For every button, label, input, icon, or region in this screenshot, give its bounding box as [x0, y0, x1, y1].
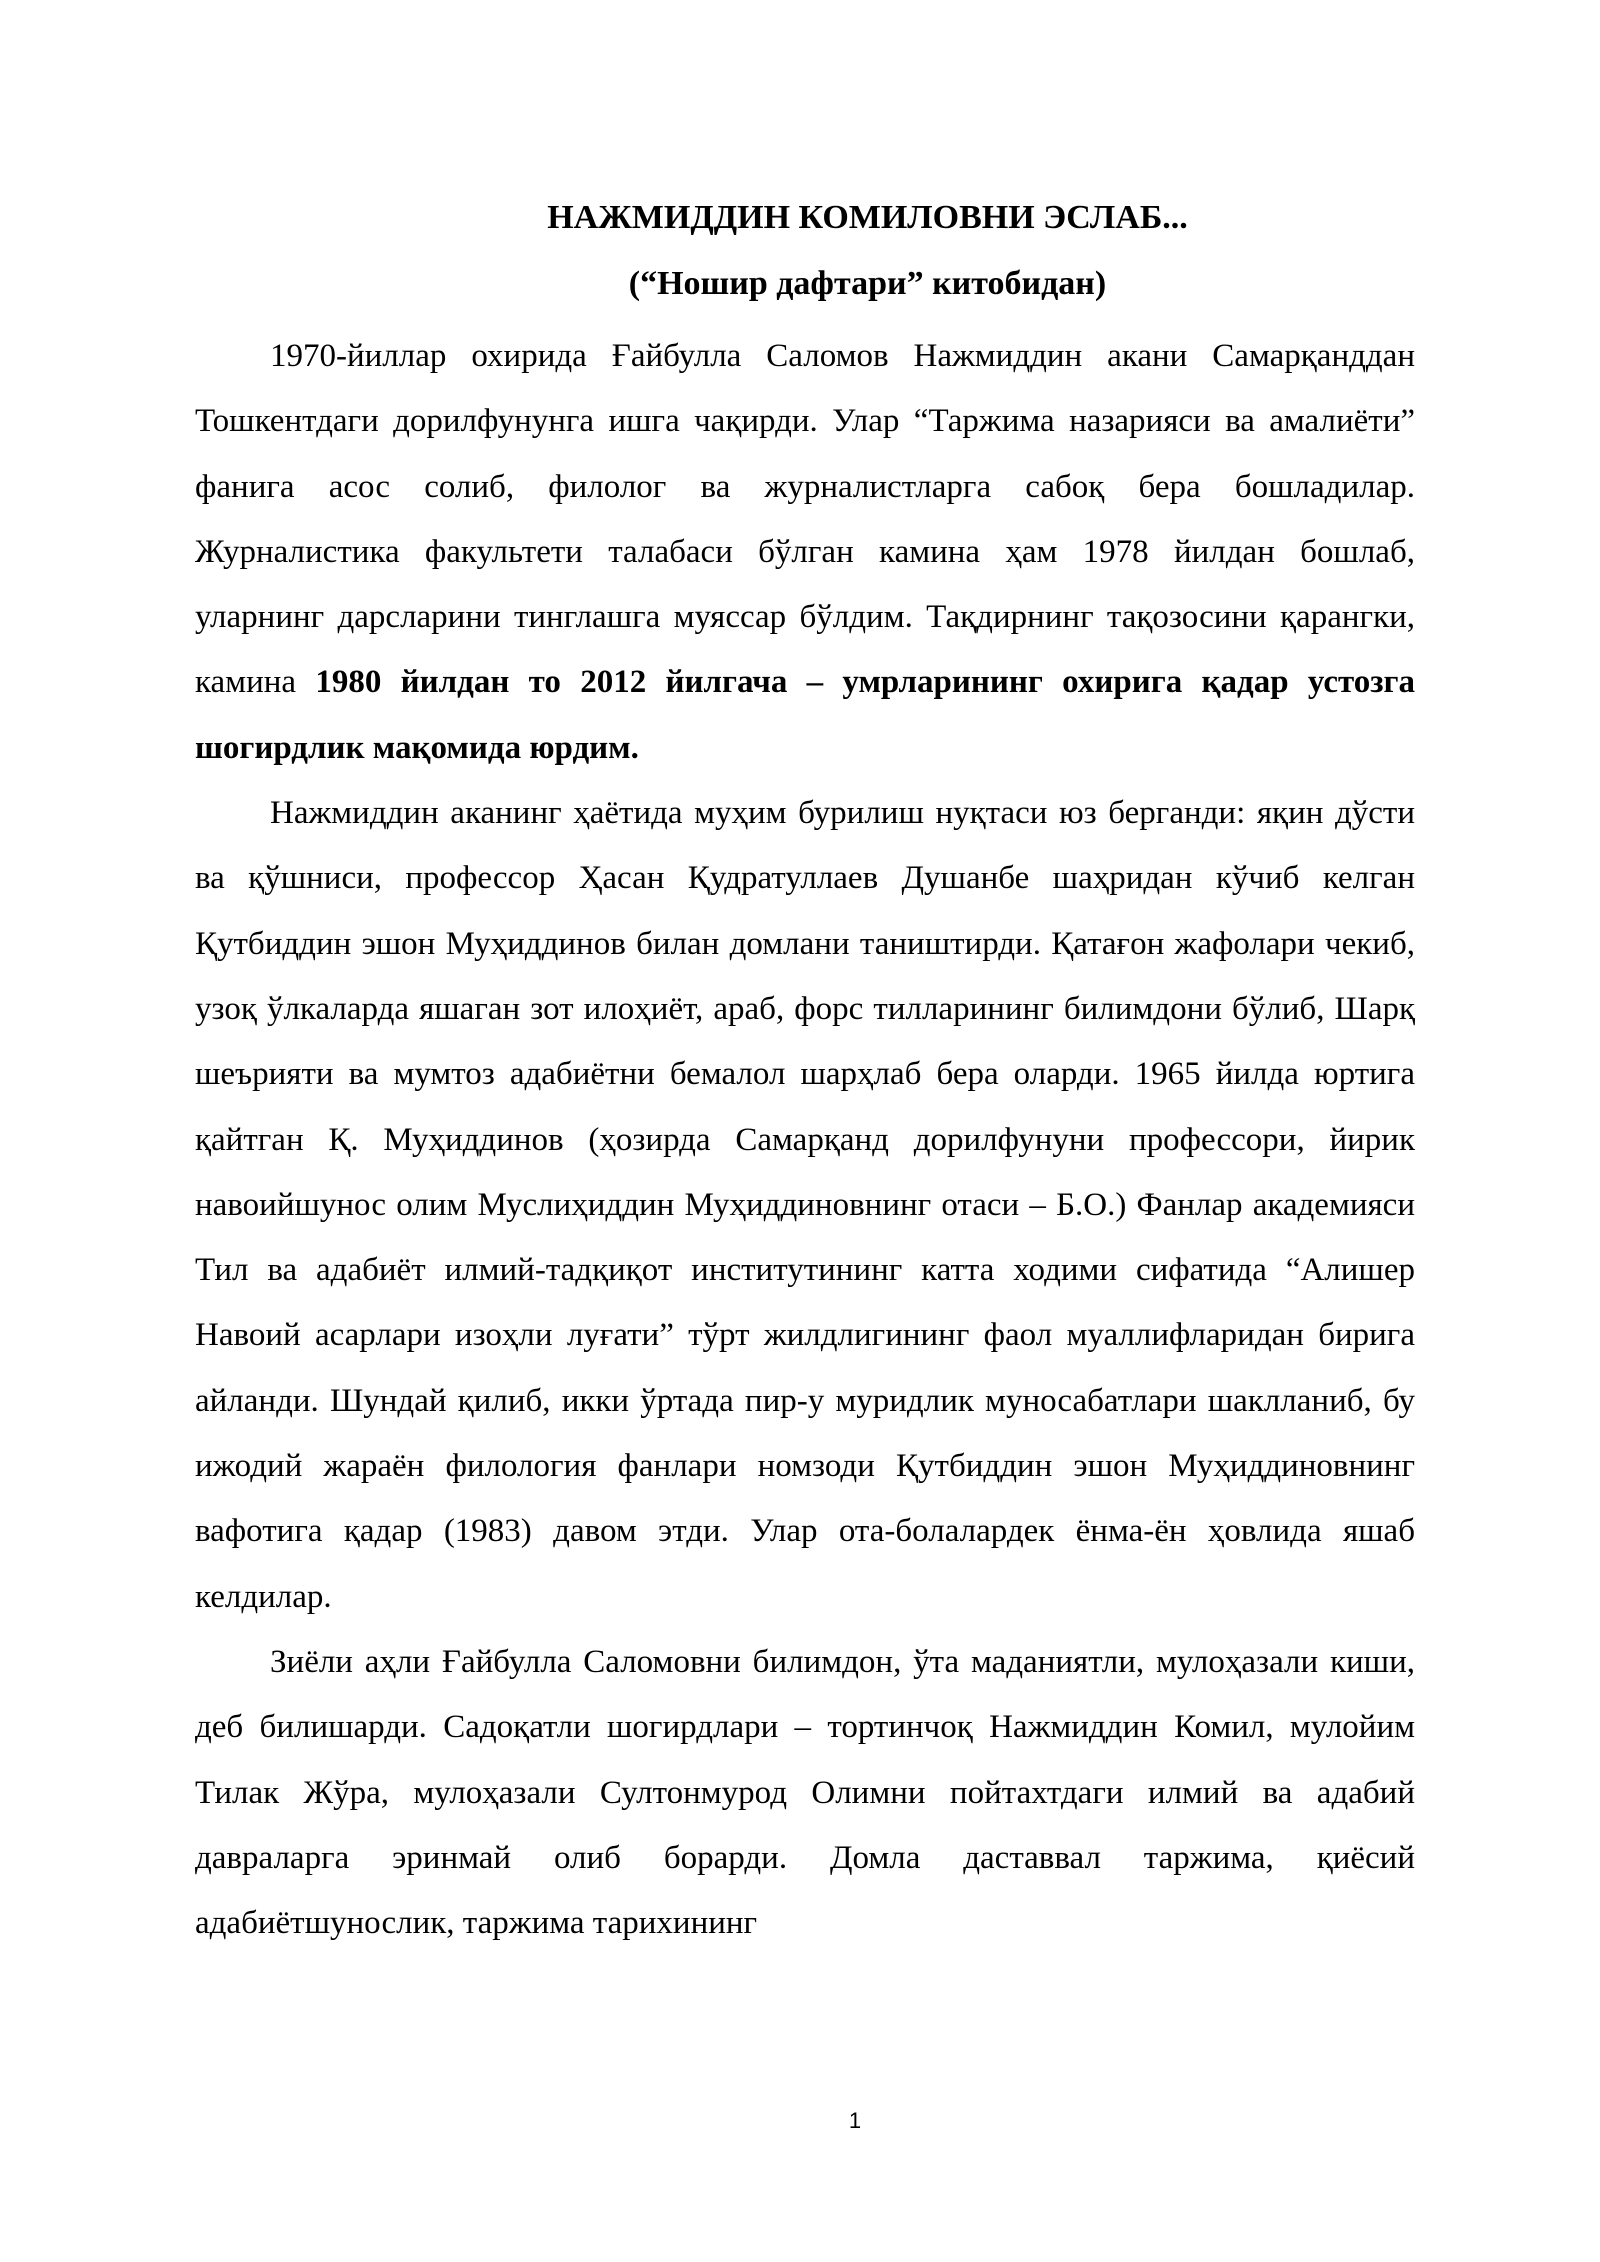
paragraph-3-text: Зиёли аҳли Ғайбулла Саломовни билимдон, ўта маданиятли, мулоҳазали киши, деб билишарди. Садоқатли шогирдлари – тортинчоқ Нажмиддин Комил, мулойим Тилак Жўра, мулоҳазали Султонмурод Олимни пойтахтдаги илмий ва адабий давраларга эринмай олиб борарди. Домла даставвал таржима, қиёсий адабиётшунослик, таржима тарихининг: [195, 1643, 1415, 1942]
document-subtitle: (“Ношир дафтари” китобидан): [628, 265, 1107, 302]
paragraph-1-bold-text: 1980 йилдан то 2012 йилгача – умрларининг охирига қадар устозга шогирдлик мақомида юрдим.: [195, 664, 1415, 766]
paragraph-3: [195, 1630, 1415, 1956]
paragraph-2-text: Нажмиддин аканинг ҳаётида муҳим бурилиш нуқтаси юз берганди: яқин дўсти ва қўшниси, профессор Ҳасан Қудратуллаев Душанбе шаҳридан кўчиб келган Қутбиддин эшон Муҳиддинов билан домлани таништирди. Қатағон жафолари чекиб, узоқ ўлкаларда яшаган зот илоҳиёт, араб, форс тилларининг билимдони бўлиб, Шарқ шеърияти ва мумтоз адабиётни бемалол шарҳлаб бера оларди. 1965 йилда юртига қайтган Қ. Муҳиддинов (ҳозирда Самарқанд дорилфунуни профессори, йирик навоийшунос олим Муслиҳиддин Муҳиддиновнинг отаси – Б.О.) Фанлар академияси Тил ва адабиёт илмий-тадқиқот институтининг катта ходими сифатида “Алишер Навоий асарлари изоҳли луғати” тўрт жилдлигининг фаол муаллифларидан бирига айланди. Шундай қилиб, икки ўртада пир-у муридлик муносабатлари шаклланиб, бу ижодий жараён филология фанлари номзоди Қутбиддин эшон Муҳиддиновнинг вафотига қадар (1983) давом этди. Улар ота-болалардек ёнма-ён ҳовлида яшаб келдилар.: [195, 795, 1415, 1615]
document-title: НАЖМИДДИН КОМИЛОВНИ ЭСЛАБ...: [547, 199, 1188, 236]
page-number: 1: [848, 2108, 862, 2133]
paragraph-2: [195, 781, 1415, 1630]
paragraph-1: [195, 324, 1415, 781]
document-body: [195, 324, 1415, 1956]
paragraph-1-text: 1970-йиллар охирида Ғайбулла Саломов Нажмиддин акани Самарқанддан Тошкентдаги дорилфунунга ишга чақирди. Улар “Таржима назарияси ва амалиёти” фанига асос солиб, филолог ва журналистларга сабоқ бера бошладилар. Журналистика факультети талабаси бўлган камина ҳам 1978 йилдан бошлаб, уларнинг дарсларини тинглашга муяссар бўлдим. Тақдирнинг тақозосини қарангки, камина: [195, 338, 1415, 701]
